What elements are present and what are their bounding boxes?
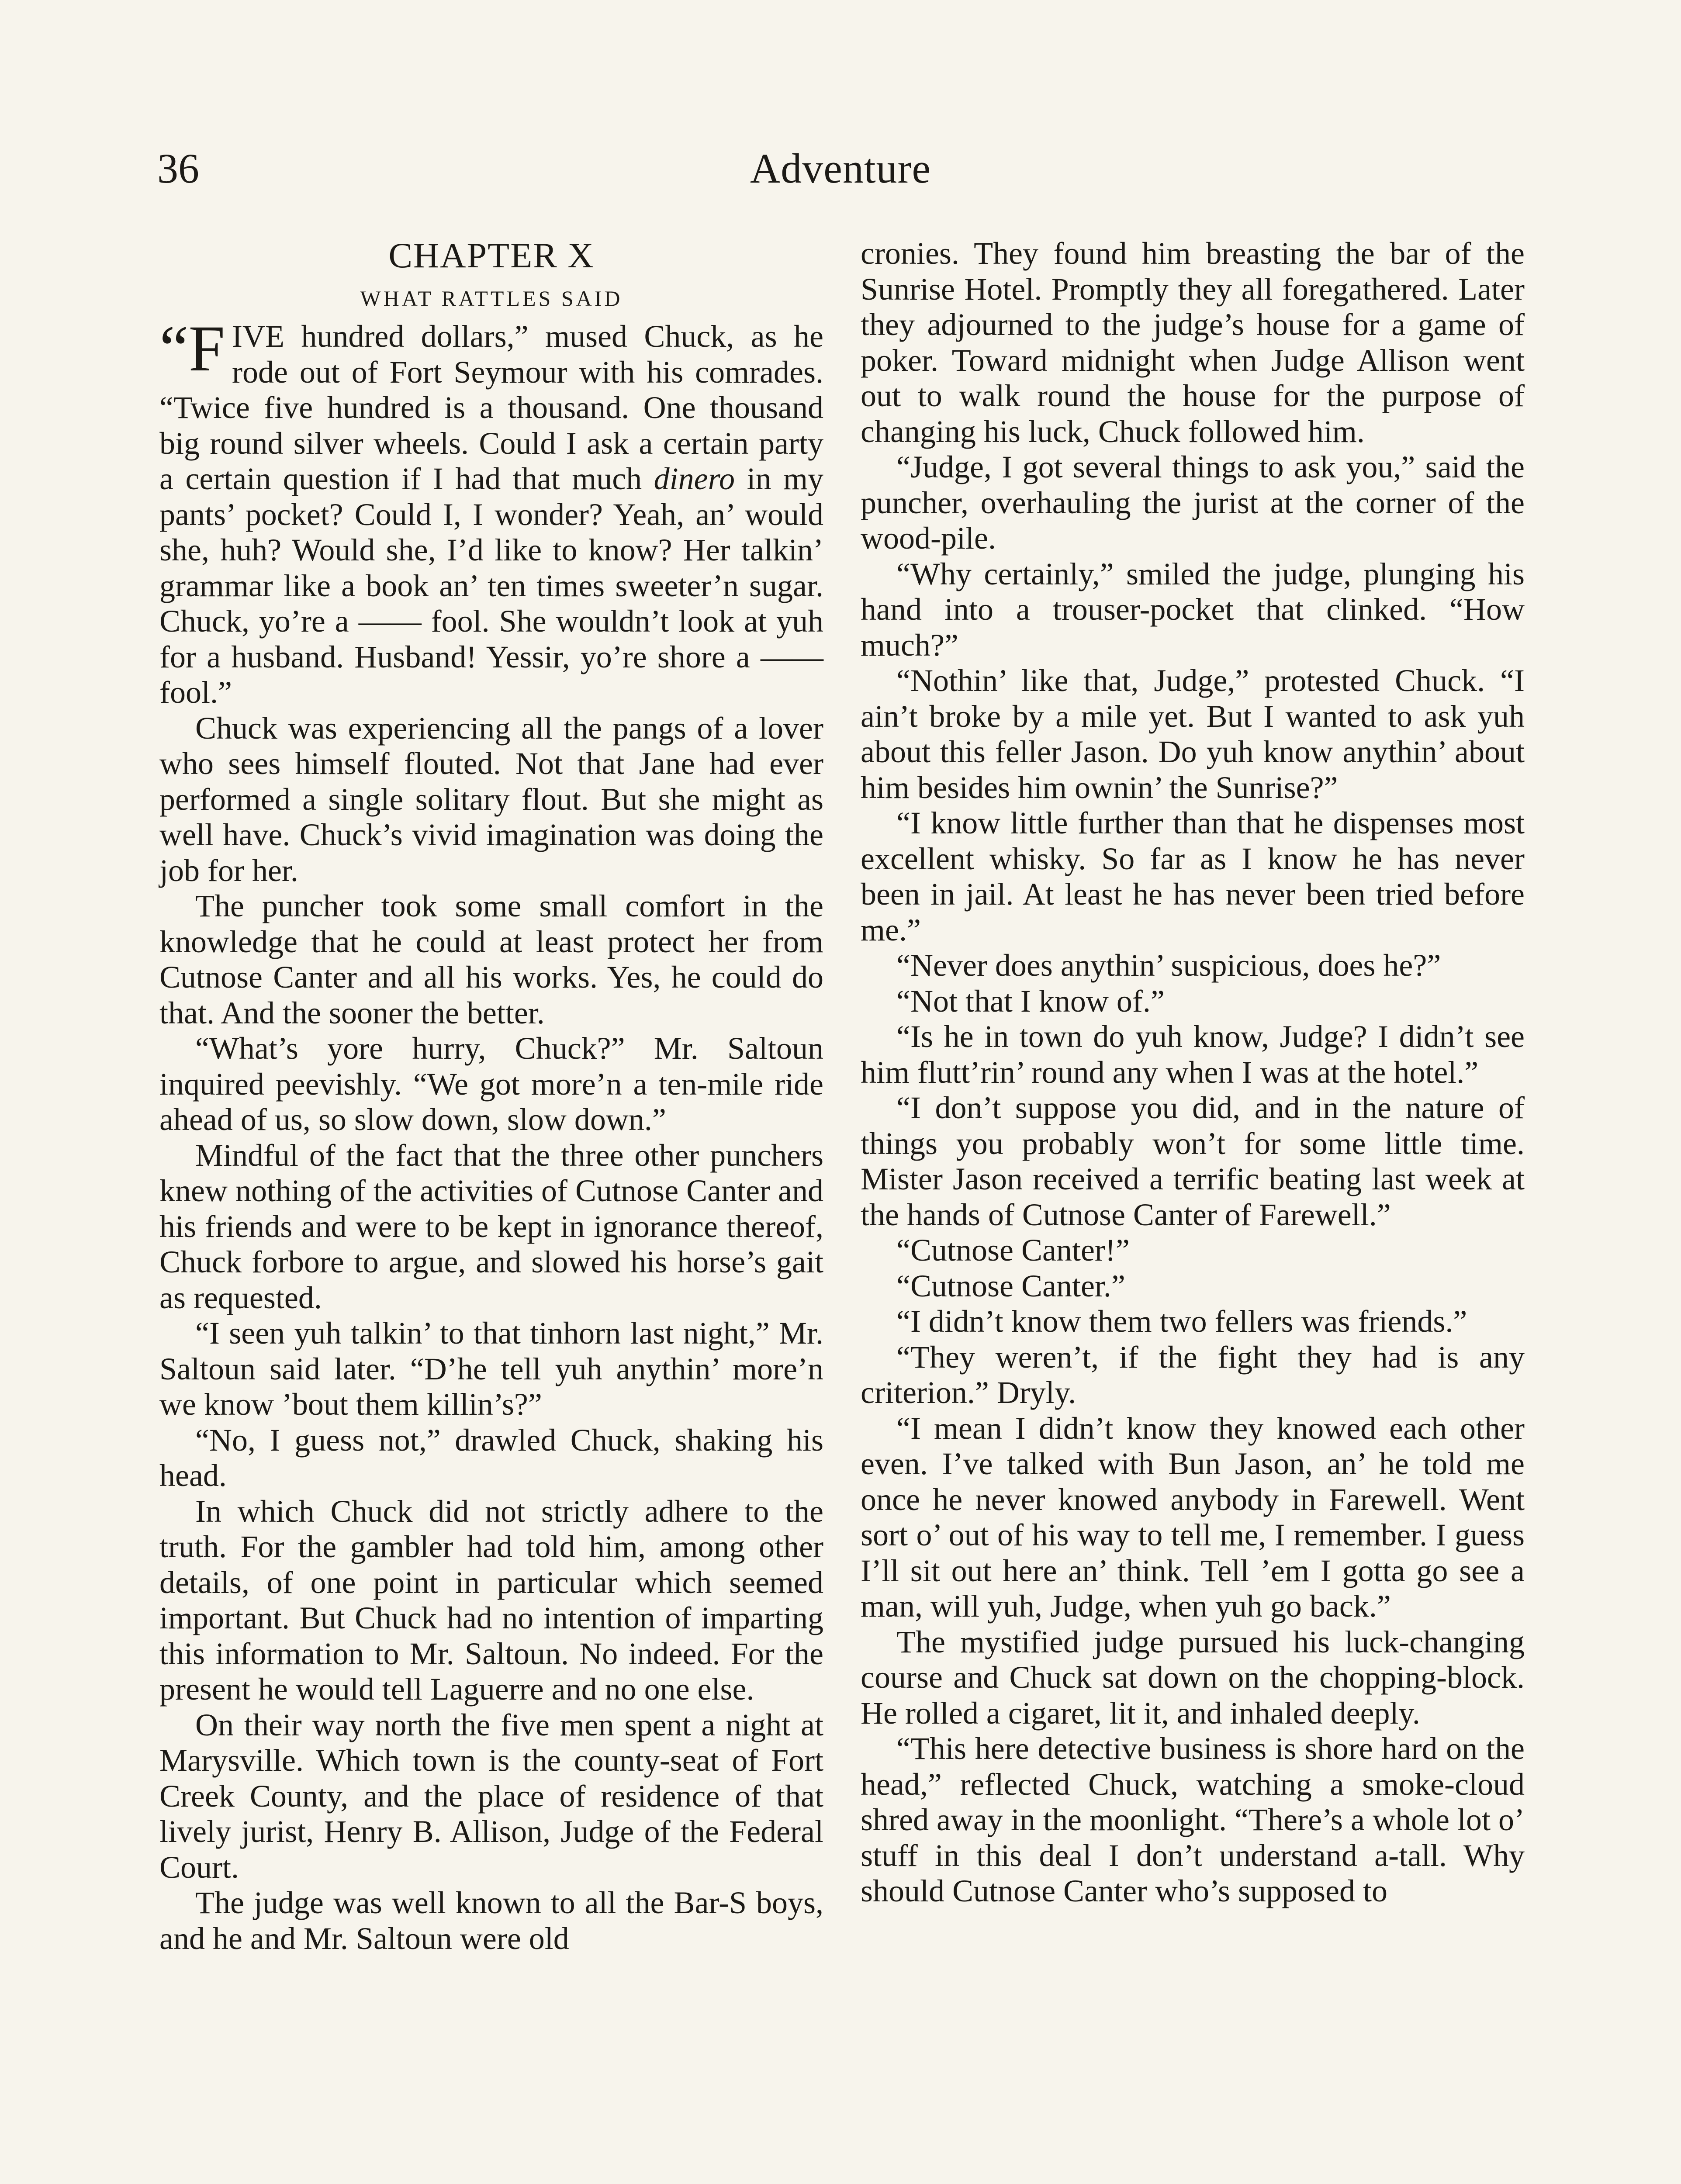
italic-word: dinero bbox=[654, 461, 735, 496]
running-head: Adventure bbox=[750, 145, 931, 192]
paragraph: “Never does anythin’ suspicious, does he?” bbox=[896, 948, 1441, 983]
right-column bbox=[861, 236, 1525, 1909]
paragraph: “Nothin’ like that, Judge,” protested Chuck. “I ain’t broke by a mile yet. But I wanted to ask yuh about this feller Jason. Do yuh know anythin’ about him besides him ownin’ the Sunrise?” bbox=[861, 663, 1525, 805]
paragraph: Chuck was experiencing all the pangs of a lover who sees himself flouted. Not that Jane had ever performed a single solitary flout. But she might as well have. Chuck’s vivid imagination was doing the job for her. bbox=[159, 710, 823, 888]
paragraph: “I didn’t know them two fellers was friends.” bbox=[896, 1304, 1467, 1339]
paragraph: “They weren’t, if the fight they had is any criterion.” Dryly. bbox=[861, 1339, 1525, 1410]
paragraph: “I seen yuh talkin’ to that tinhorn last night,” Mr. Saltoun said later. “D’he tell yuh anythin’ more’n we know ’bout them killin’s?” bbox=[159, 1316, 823, 1422]
paragraph: “I don’t suppose you did, and in the nature of things you probably won’t for some little time. Mister Jason received a terrific beating last week at the hands of Cutnose Canter of Farewell.” bbox=[861, 1090, 1525, 1232]
paragraph: Mindful of the fact that the three other punchers knew nothing of the activities of Cutnose Canter and his friends and were to be kept in ignorance thereof, Chuck forbore to argue, and slowed his horse’s gait as requested. bbox=[159, 1137, 823, 1315]
paragraph: “I mean I didn’t know they knowed each other even. I’ve talked with Bun Jason, an’ he told me once he never knowed anybody in Farewell. Went sort o’ out of his way to tell me, I remember. I guess I’ll sit out here an’ think. Tell ’em I gotta go see a man, will yuh, Judge, when yuh go back.” bbox=[861, 1410, 1525, 1624]
left-column bbox=[159, 236, 823, 1956]
drop-cap: “F bbox=[159, 312, 225, 385]
paragraph: “Cutnose Canter.” bbox=[896, 1268, 1125, 1303]
paragraph: “Not that I know of.” bbox=[896, 983, 1165, 1019]
paragraph: “Is he in town do yuh know, Judge? I didn’t see him flutt’rin’ round any when I was at the hotel.” bbox=[861, 1019, 1525, 1090]
paragraph: “Why certainly,” smiled the judge, plunging his hand into a trouser-pocket that clinked. “How much?” bbox=[861, 556, 1525, 663]
paragraph: “No, I guess not,” drawled Chuck, shaking his head. bbox=[159, 1422, 823, 1493]
paragraph: “Cutnose Canter!” bbox=[896, 1233, 1130, 1268]
paragraph: The puncher took some small comfort in the knowledge that he could at least protect her from Cutnose Canter and all his works. Yes, he could do that. And the sooner the better. bbox=[159, 888, 823, 1030]
chapter-subtitle: WHAT RATTLES SAID bbox=[360, 286, 623, 311]
chapter-title: CHAPTER X bbox=[388, 235, 595, 275]
paragraph: The mystified judge pursued his luck-changing course and Chuck sat down on the chopping-block. He rolled a cigaret, lit it, and inhaled deeply. bbox=[861, 1624, 1525, 1731]
page-number: 36 bbox=[157, 145, 199, 192]
paragraph: “This here detective business is shore hard on the head,” reflected Chuck, watching a smoke-cloud shred away in the moonlight. “There’s a whole lot o’ stuff in this deal I don’t understand a-tall. Why should Cutnose Canter who’s supposed to bbox=[861, 1731, 1525, 1908]
paragraph: The judge was well known to all the Bar-S boys, and he and Mr. Saltoun were old bbox=[159, 1885, 823, 1956]
continuation-paragraph: cronies. They found him breasting the bar of the Sunrise Hotel. Promptly they all foregathered. Later they adjourned to the judge’s house for a game of poker. Toward midnight when Judge Allison went out to walk round the house for the purpose of changing his luck, Chuck followed him. bbox=[861, 236, 1525, 449]
paragraph: “What’s yore hurry, Chuck?” Mr. Saltoun inquired peevishly. “We got more’n a ten-mile ride ahead of us, so slow down, slow down.” bbox=[159, 1031, 823, 1137]
paragraph: “Judge, I got several things to ask you,” said the puncher, overhauling the jurist at the corner of the wood-pile. bbox=[861, 449, 1525, 556]
paragraph: In which Chuck did not strictly adhere to the truth. For the gambler had told him, among other details, of one point in particular which seemed important. But Chuck had no intention of imparting this information to Mr. Saltoun. No indeed. For the present he would tell Laguerre and no one else. bbox=[159, 1493, 823, 1707]
paragraph: On their way north the five men spent a night at Marysville. Which town is the county-seat of Fort Creek County, and the place of residence of that lively jurist, Henry B. Allison, Judge of the Federal Court. bbox=[159, 1707, 823, 1885]
opening-paragraph: “F IVE hundred dollars,” mused Chuck, as he rode out of Fort Seymour with his comrades. “Twice five hundred is a thousand. One thousand big round silver wheels. Could I ask a certain party a certain question if I had that much dinero in my pants’ pocket? Could I, I wonder? Yeah, an’ would she, huh? Would she, I’d like to know? Her talkin’ grammar like a book an’ ten times sweeter’n sugar. Chuck, yo’re a —— fool. She wouldn’t look at yuh for a husband. Husband! Yessir, yo’re shore a —— fool.” bbox=[159, 312, 823, 710]
paragraph: “I know little further than that he dispenses most excellent whisky. So far as I know he has never been in jail. At least he has never been tried before me.” bbox=[861, 805, 1525, 947]
